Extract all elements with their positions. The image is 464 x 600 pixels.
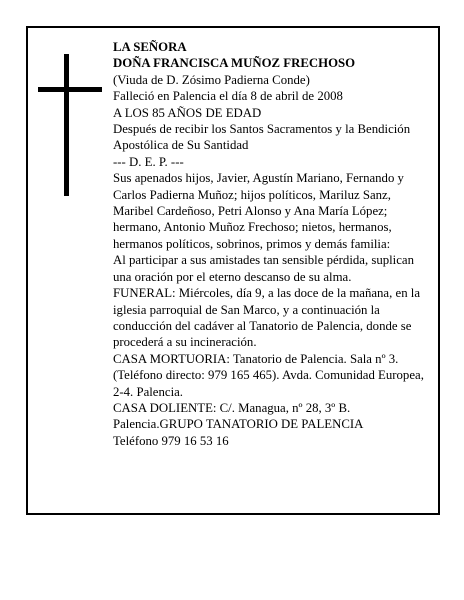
request-text: Al participar a sus amistades tan sensible pérdida, suplican una oración por el eterno descanso de su alma.: [113, 253, 414, 284]
mourning-house-text: CASA DOLIENTE: C/. Managua, nº 28, 3º B. Palencia.GRUPO TANATORIO DE PALENCIA: [113, 400, 364, 432]
rip-line: --- D. E. P. ---: [113, 154, 184, 169]
age-line: A LOS 85 AÑOS DE EDAD: [113, 105, 262, 120]
sacraments-text: Después de recibir los Santos Sacramentos y la Bendición Apostólica de Su Santidad: [113, 122, 411, 153]
family-text: Sus apenados hijos, Javier, Agustín Mariano, Fernando y Carlos Padierna Muñoz; hijos políticos, Mariluz Sanz, Maribel Cardeñoso, Petri Alonso y Ana María López; hermano, Antonio Muñoz Frechoso; nietos, hermanos, hermanos políticos, sobrinos, primos y demás familia:: [113, 171, 404, 251]
death-line: Falleció en Palencia el día 8 de abril de 2008: [113, 89, 343, 104]
notice-text: [113, 39, 431, 449]
deceased-name: DOÑA FRANCISCA MUÑOZ FRECHOSO: [113, 56, 356, 71]
funeral-text: FUNERAL: Miércoles, día 9, a las doce de la mañana, en la iglesia parroquial de San Marco, y a continuación la conducción del cadáver al Tanatorio de Palencia, donde se procederá a su incineración.: [113, 286, 421, 350]
cross-vertical-bar: [64, 54, 69, 196]
widow-line: (Viuda de D. Zósimo Padierna Conde): [113, 72, 310, 87]
mortuary-text: CASA MORTUORIA: Tanatorio de Palencia. Sala nº 3. (Teléfono directo: 979 165 465). Avda. Comunidad Europea, 2-4. Palencia.: [113, 351, 424, 399]
cross-horizontal-bar: [38, 87, 102, 92]
cross-icon: [38, 54, 102, 196]
notice-title: LA SEÑORA: [113, 40, 187, 54]
phone-line: Teléfono 979 16 53 16: [113, 433, 229, 448]
